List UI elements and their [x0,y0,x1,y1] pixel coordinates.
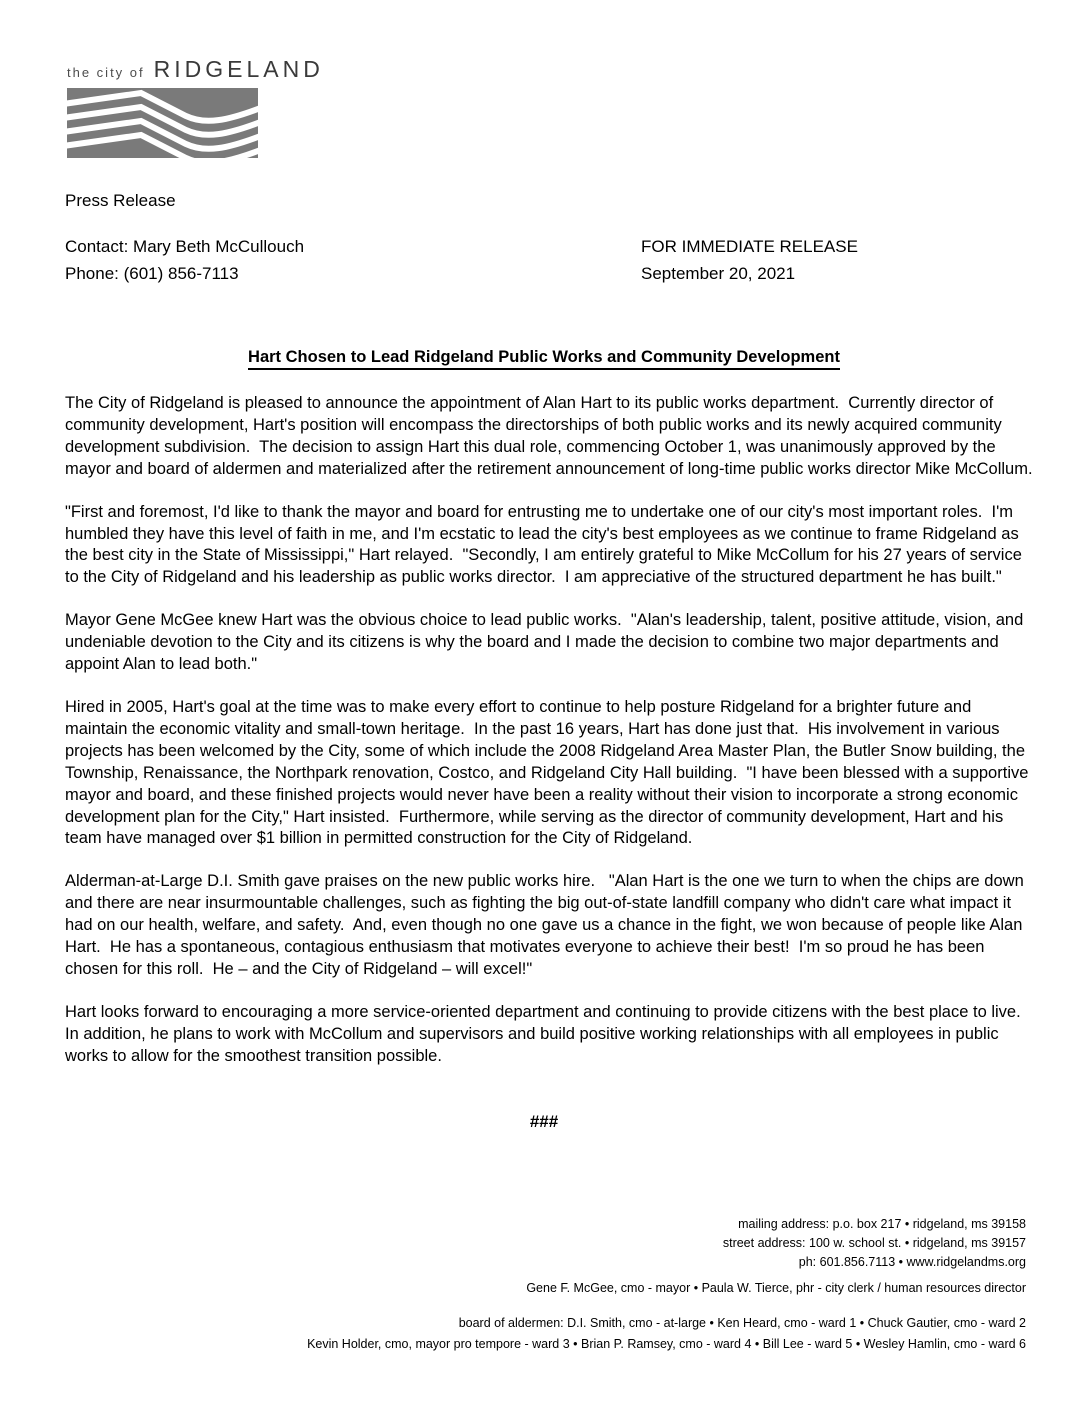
logo-city-name: RIDGELAND [153,56,324,82]
street-address-line: street address: 100 w. school st. • ridgeland, ms 39157 [722,1236,1026,1250]
logo-prefix-text: the city of [67,65,145,80]
immediate-release-label: FOR IMMEDIATE RELEASE [641,237,858,256]
body-paragraph: Mayor Gene McGee knew Hart was the obvious choice to lead public works. "Alan's leadership, talent, positive attitude, vision, and undeniable devotion to the City and its citizens is why the board and I made the decision to combine two major departments and appoint Alan to lead both." [65,611,1028,674]
city-logo-wordmark [67,56,324,83]
footer-officials-line: Gene F. McGee, cmo - mayor • Paula W. Tierce, phr - city clerk / human resources director [526,1281,1026,1295]
aldermen-line: board of aldermen: D.I. Smith, cmo - at-large • Ken Heard, cmo - ward 1 • Chuck Gautier, cmo - ward 2 [458,1316,1026,1330]
body-paragraph: The City of Ridgeland is pleased to announce the appointment of Alan Hart to its public works department. Currently director of community development, Hart's position will encompass the directorships of both public works and its newly acquired community development subdivision. The decision to assign Hart this dual role, commencing October 1, was unanimously approved by the mayor and board of aldermen and materialized after the retirement announcement of long-time public works director Mike McCollum. [65,394,1033,478]
contact-block [65,233,304,287]
body-paragraph: "First and foremost, I'd like to thank the mayor and board for entrusting me to undertake one of our city's most important roles. I'm humbled they have this level of faith in me, and I'm ecstatic to lead the city's best employees as we continue to frame Ridgeland as the best city in the State of Mississippi," Hart relayed. "Secondly, I am entirely grateful to Mike McCollum for his 27 years of service to the City of Ridgeland and his leadership as public works director. I am appreciative of the structured department he has built." [65,502,1027,587]
release-block [641,233,858,287]
document-type-label: Press Release [65,191,176,210]
footer-address-block [723,1215,1026,1272]
footer-aldermen-block [307,1313,1026,1354]
body-paragraph: Alderman-at-Large D.I. Smith gave praises on the new public works hire. "Alan Hart is the one we turn to when the chips are down and there are near insurmountable challenges, such as fighting the big out-of-state landfill company who didn't care what impact it had on our health, welfare, and safety. And, even though no one gave us a chance in the fight, we won because of people like Alan Hart. He has a spontaneous, contagious enthusiasm that motivates everyone to achieve their best! I'm so proud he has been chosen for this roll. He – and the City of Ridgeland – will excel!" [65,872,1029,978]
city-logo [67,56,324,158]
aldermen-line: Kevin Holder, cmo, mayor pro tempore - ward 3 • Brian P. Ramsey, cmo - ward 4 • Bill Lee - ward 5 • Wesley Hamlin, cmo - ward 6 [307,1336,1026,1351]
phone-web-line: ph: 601.856.7113 • www.ridgelandms.org [798,1255,1026,1269]
body-paragraph: Hart looks forward to encouraging a more service-oriented department and continuing to provide citizens with the best place to live. In addition, he plans to work with McCollum and supervisors and build positive working relationships with all employees in public works to allow for the smoothest transition possible. [65,1002,1030,1065]
contact-line: Contact: Mary Beth McCullouch [65,237,305,256]
body-paragraph: Hired in 2005, Hart's goal at the time was to make every effort to continue to help posture Ridgeland for a brighter future and maintain the economic vitality and small-town heritage. In the past 16 years, Hart has done just that. His involvement in various projects has been welcomed by the City, some of which include the 2008 Ridgeland Area Master Plan, the Butler Snow building, the Township, Renaissance, the Northpark renovation, Costco, and Ridgeland City Hall building. "I have been blessed with a supportive mayor and board, and these finished projects would never have been a reality without their vision to incorporate a strong economic development plan for the City," Hart insisted. Furthermore, while serving as the director of community development, Hart and his team have managed over $1 billion in permitted construction for the City of Ridgeland. [65,697,1033,848]
headline: Hart Chosen to Lead Ridgeland Public Works and Community Development [248,348,840,370]
mailing-address-line: mailing address: p.o. box 217 • ridgeland, ms 39158 [738,1217,1026,1231]
phone-line: Phone: (601) 856-7113 [65,264,239,283]
headline-wrap [0,348,1088,370]
ridge-waves-icon [67,88,258,158]
end-mark: ### [529,1112,559,1131]
release-date: September 20, 2021 [641,264,796,283]
body-copy [65,393,1037,1089]
